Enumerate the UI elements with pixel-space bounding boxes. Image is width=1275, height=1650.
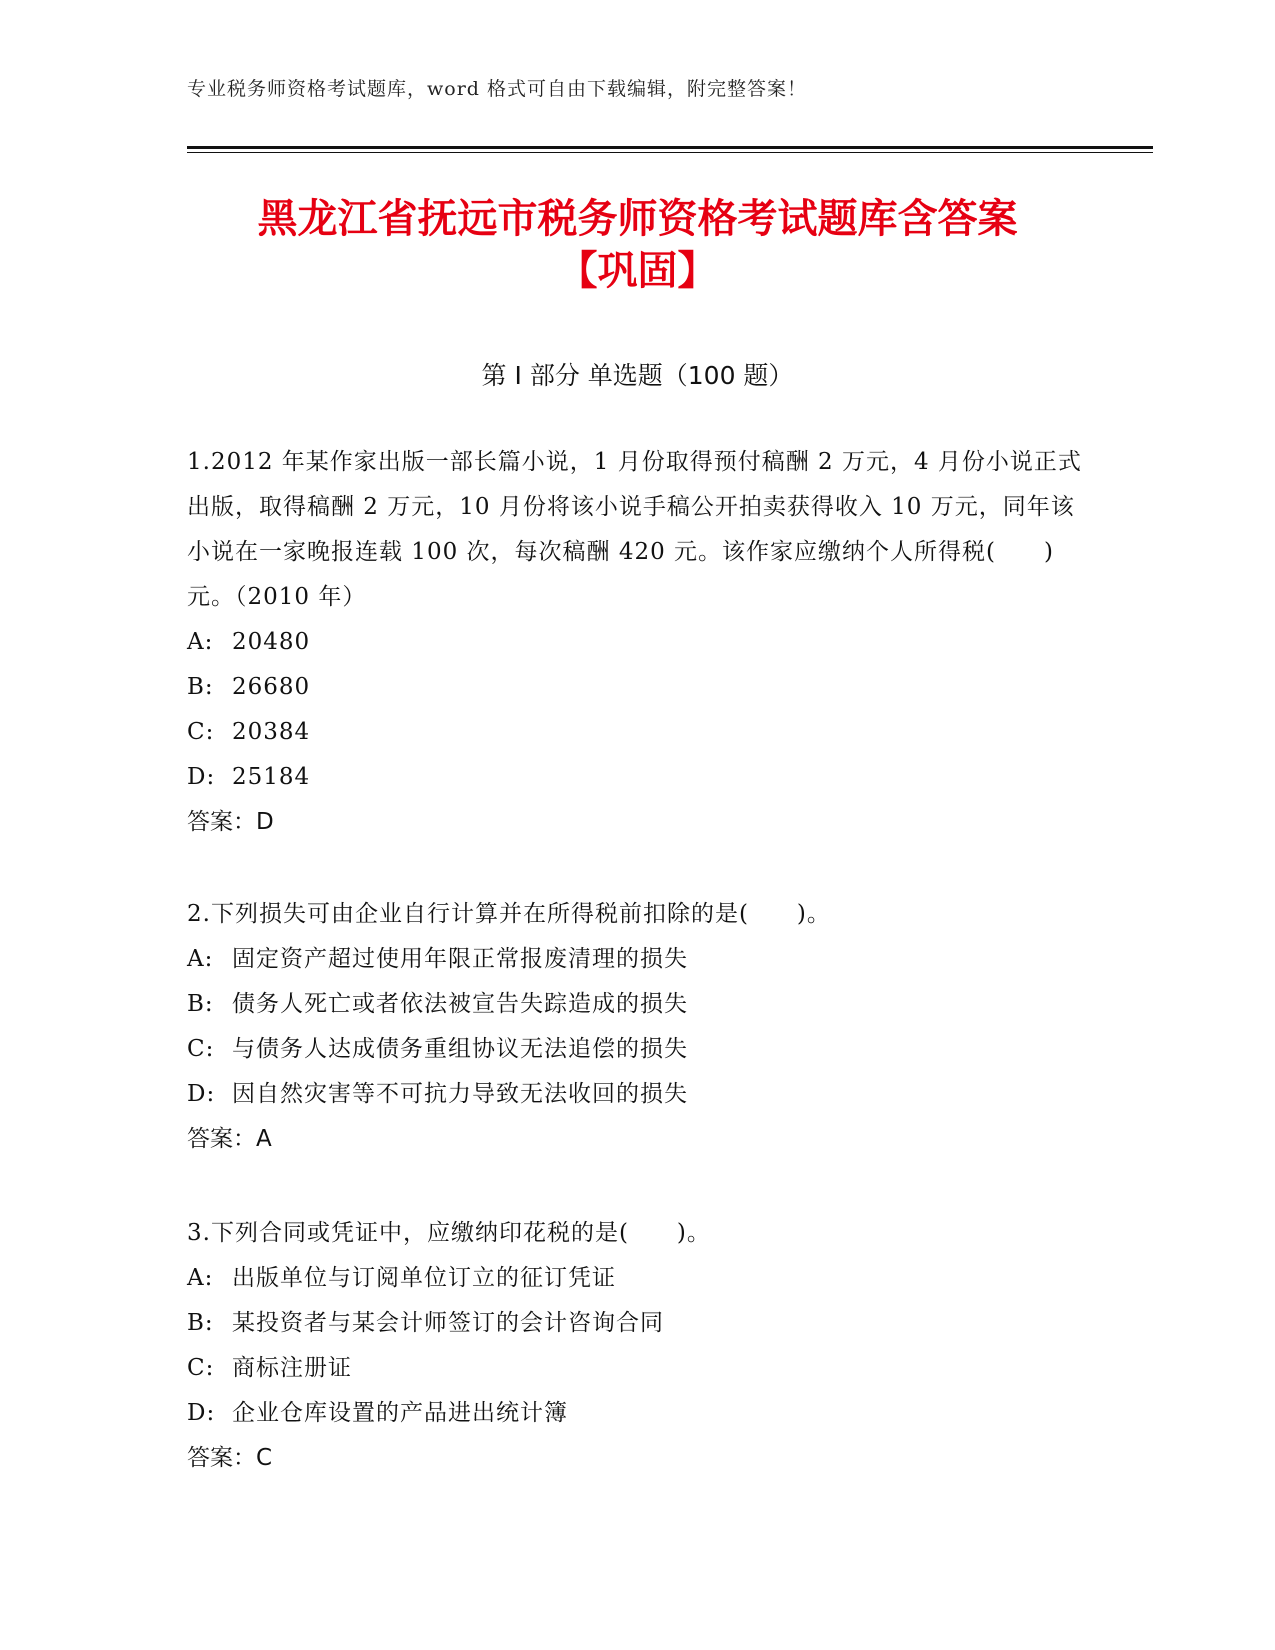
- option-c: [187, 1027, 1092, 1072]
- option-text: 企业仓库设置的产品进出统计簿: [232, 1400, 568, 1426]
- option-text: 20480: [232, 629, 311, 655]
- option-label: D:: [187, 1400, 216, 1426]
- option-d: [187, 1072, 1092, 1117]
- document-title: [170, 193, 1105, 297]
- option-label: B:: [187, 674, 214, 700]
- option-text: 因自然灾害等不可抗力导致无法收回的损失: [232, 1081, 688, 1107]
- option-b: [187, 1301, 1092, 1346]
- option-label: B:: [187, 991, 214, 1017]
- option-d: [187, 1391, 1092, 1436]
- answer-line: 答案：A: [187, 1126, 272, 1152]
- section-title: 第 I 部分 单选题（100 题）: [481, 361, 794, 390]
- option-label: C:: [187, 719, 215, 745]
- header-divider-thick: [187, 146, 1153, 149]
- option-text: 债务人死亡或者依法被宣告失踪造成的损失: [232, 991, 688, 1017]
- option-c: [187, 1346, 1092, 1391]
- question-3: [187, 1211, 1092, 1481]
- option-label: A:: [187, 946, 214, 972]
- option-text: 固定资产超过使用年限正常报废清理的损失: [232, 946, 688, 972]
- question-text: 1.2012 年某作家出版一部长篇小说，1 月份取得预付稿酬 2 万元，4 月份小说正式出版，取得稿酬 2 万元，10 月份将该小说手稿公开拍卖获得收入 10 万元，同年该小说在一家晚报连载 100 次，每次稿酬 420 元。该作家应缴纳个人所得税( )元。（2010 年）: [187, 449, 1082, 610]
- option-a: [187, 1256, 1092, 1301]
- option-text: 某投资者与某会计师签订的会计咨询合同: [232, 1310, 664, 1336]
- question-text: 2.下列损失可由企业自行计算并在所得税前扣除的是( )。: [187, 901, 831, 927]
- option-text: 出版单位与订阅单位订立的征订凭证: [232, 1265, 616, 1291]
- option-label: C:: [187, 1355, 215, 1381]
- option-label: B:: [187, 1310, 214, 1336]
- option-a: [187, 937, 1092, 982]
- answer-line: 答案：D: [187, 809, 274, 835]
- option-label: A:: [187, 629, 214, 655]
- option-label: D:: [187, 764, 216, 790]
- question-text: 3.下列合同或凭证中，应缴纳印花税的是( )。: [187, 1220, 711, 1246]
- option-label: C:: [187, 1036, 215, 1062]
- option-d: [187, 755, 1092, 800]
- document-title-line-2: 【巩固】: [557, 248, 718, 294]
- answer-line: 答案：C: [187, 1445, 273, 1471]
- option-text: 与债务人达成债务重组协议无法追偿的损失: [232, 1036, 688, 1062]
- header-divider-thin: [187, 152, 1153, 153]
- question-1: [187, 440, 1092, 845]
- option-c: [187, 710, 1092, 755]
- option-b: [187, 982, 1092, 1027]
- option-text: 25184: [232, 764, 311, 790]
- option-label: D:: [187, 1081, 216, 1107]
- question-2: [187, 892, 1092, 1162]
- option-b: [187, 665, 1092, 710]
- document-title-line-1: 黑龙江省抚远市税务师资格考试题库含答案: [257, 196, 1018, 242]
- option-text: 26680: [232, 674, 311, 700]
- option-label: A:: [187, 1265, 214, 1291]
- header-note: 专业税务师资格考试题库，word 格式可自由下载编辑，附完整答案！: [187, 78, 807, 100]
- option-text: 20384: [232, 719, 311, 745]
- option-text: 商标注册证: [232, 1355, 352, 1381]
- option-a: [187, 620, 1092, 665]
